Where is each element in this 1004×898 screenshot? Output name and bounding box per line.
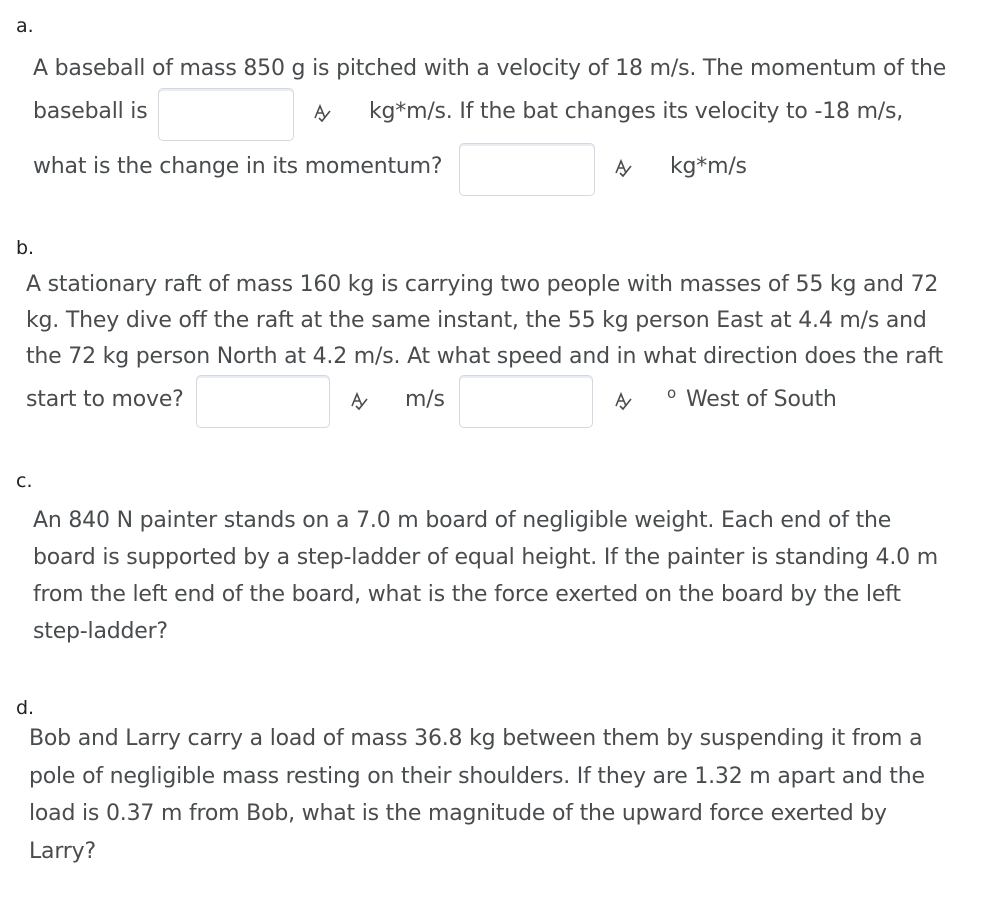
- question-a-line-3-pre: what is the change in its momentum?: [33, 154, 443, 179]
- question-a-label: a.: [16, 15, 34, 37]
- question-c-line-1: An 840 N painter stands on a 7.0 m board of negligible weight. Each end of the: [33, 508, 892, 533]
- question-d-label: d.: [16, 697, 35, 719]
- question-c-line-2: board is supported by a step-ladder of equal height. If the painter is standing 4.0 m: [33, 545, 938, 570]
- spell-check-icon[interactable]: [613, 391, 633, 411]
- question-d-line-2: pole of negligible mass resting on their shoulders. If they are 1.32 m apart and the: [29, 764, 925, 789]
- degree-symbol: o: [667, 384, 677, 402]
- question-d-line-1: Bob and Larry carry a load of mass 36.8 kg between them by suspending it from a: [29, 726, 923, 751]
- question-a-line-1: A baseball of mass 850 g is pitched with a velocity of 18 m/s. The momentum of the: [33, 56, 947, 81]
- question-c-line-4: step-ladder?: [33, 619, 168, 644]
- spell-check-icon[interactable]: [312, 103, 332, 123]
- question-b-unit-direction: West of South: [686, 387, 837, 412]
- raft-direction-input[interactable]: [459, 375, 593, 428]
- question-d-line-3: load is 0.37 m from Bob, what is the magnitude of the upward force exerted by: [29, 801, 887, 826]
- question-b-line-2: kg. They dive off the raft at the same instant, the 55 kg person East at 4.4 m/s and: [26, 308, 927, 333]
- spell-check-icon[interactable]: [613, 158, 633, 178]
- momentum-answer-input[interactable]: [158, 88, 294, 141]
- question-b-label: b.: [16, 237, 35, 259]
- question-b-line-3: the 72 kg person North at 4.2 m/s. At what speed and in what direction does the raft: [26, 344, 943, 369]
- momentum-change-input[interactable]: [459, 143, 595, 196]
- raft-speed-input[interactable]: [196, 375, 330, 428]
- question-d-line-4: Larry?: [29, 839, 96, 864]
- question-a-line-2-post: kg*m/s. If the bat changes its velocity to -18 m/s,: [369, 99, 904, 124]
- question-b-line-4-pre: start to move?: [26, 387, 184, 412]
- question-b-line-1: A stationary raft of mass 160 kg is carrying two people with masses of 55 kg and 72: [26, 272, 939, 297]
- question-c-label: c.: [16, 470, 33, 492]
- question-a-line-2-pre: baseball is: [33, 99, 148, 124]
- spell-check-icon[interactable]: [349, 391, 369, 411]
- question-c-line-3: from the left end of the board, what is the force exerted on the board by the left: [33, 582, 901, 607]
- question-a-line-3-post: kg*m/s: [670, 154, 747, 179]
- question-b-unit-speed: m/s: [405, 387, 445, 412]
